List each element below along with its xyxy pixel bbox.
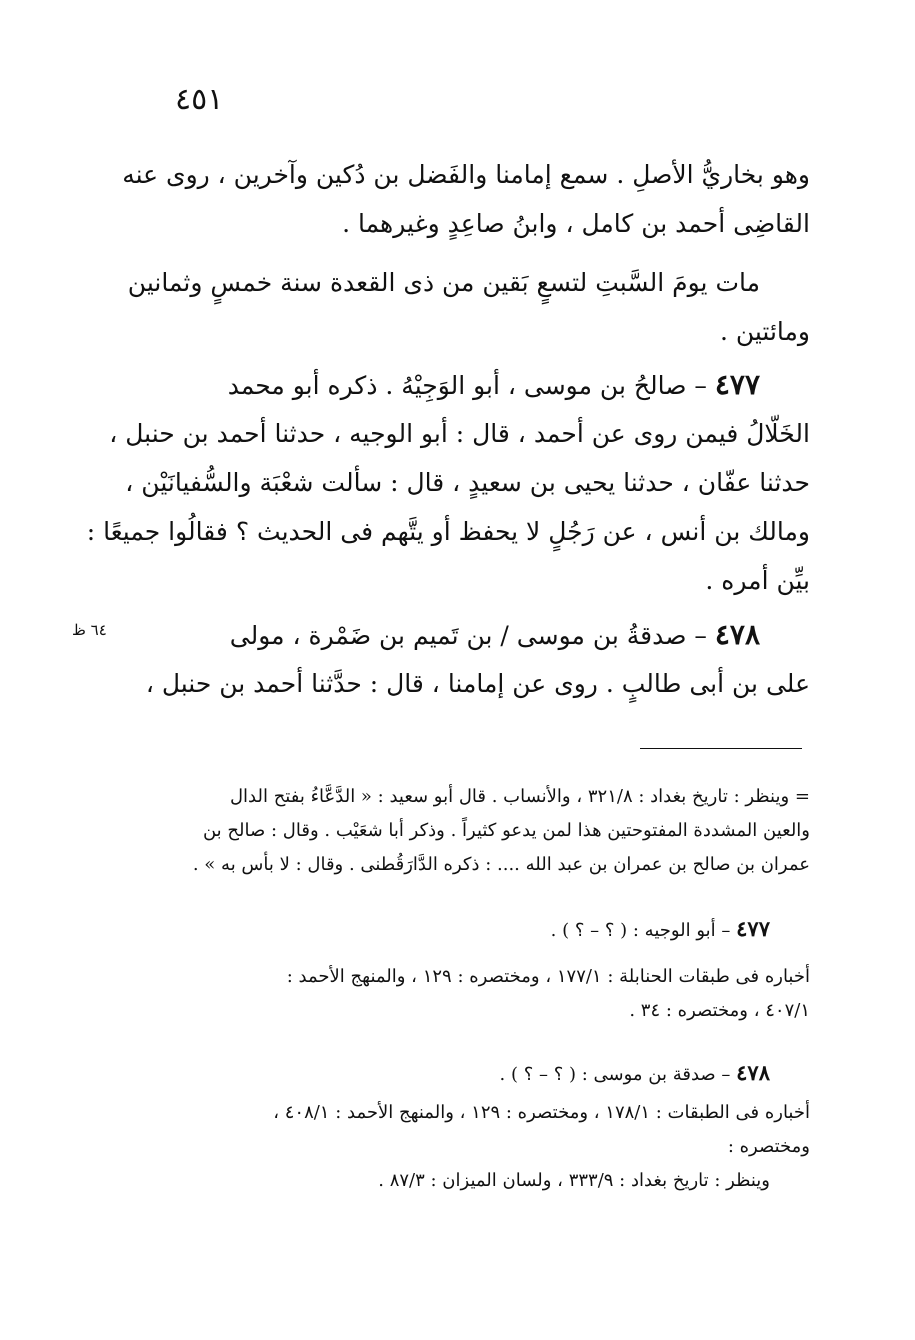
footnote-heading [138, 912, 810, 946]
footnote-478 [138, 1056, 810, 1198]
main-text [122, 150, 810, 248]
footnote-continued [138, 780, 810, 882]
footnote-line: وينظر : تاريخ بغداد : ٣٣٣/٩ ، ولسان الميزان : ٨٧/٣ . [378, 1170, 770, 1191]
footnote-heading [138, 1056, 810, 1090]
entry-number: ٤٧٧ [714, 368, 760, 401]
footnote-line: والعين المشددة المفتوحتين هذا لمن يدعو كثيراً . وذكر أبا شعَيْب . وقال : صالح بن [202, 820, 810, 841]
folio-margin-note: ٦٤ ظ [72, 621, 107, 639]
text-line: القاضِى أحمد بن كامل ، وابنُ صاعِدٍ وغيرهما . [342, 209, 810, 238]
entry-first-line [138, 360, 810, 409]
main-paragraph [127, 258, 810, 356]
text-line: مات يومَ السَّبتِ لتسعٍ بَقين من ذى القعدة سنة خمسٍ وثمانين [127, 268, 760, 297]
entry-number: ٤٧٨ [714, 618, 760, 651]
text-line: ومائتين . [719, 317, 810, 346]
footnote-line: ومختصره : [727, 1136, 810, 1157]
text-line: بيِّن أمره . [705, 566, 810, 595]
footnote-separator [640, 748, 802, 749]
footnote-line: = وينظر : تاريخ بغداد : ٣٢١/٨ ، والأنساب . قال أبو سعيد : « الدَّعَّاءُ بفتح الدال [229, 786, 810, 807]
text-line: حدثنا عفّان ، حدثنا يحيى بن سعيدٍ ، قال : سألت شعْبَة والسُّفيانَيْن ، [125, 468, 810, 497]
text-line: وهو بخاريُّ الأصلِ . سمع إمامنا والفَضل بن دُكين وآخرين ، روى عنه [122, 160, 810, 189]
entry-477 [86, 360, 810, 605]
entry-478 [138, 610, 810, 708]
footnote-line: أخباره فى الطبقات : ١٧٨/١ ، ومختصره : ١٢٩ ، والمنهج الأحمد : ٤٠٨/١ ، [273, 1102, 810, 1123]
footnote-heading-text: – أبو الوجيه : ( ؟ – ؟ ) . [550, 920, 731, 941]
text-line: الخَلّالُ فيمن روى عن أحمد ، قال : أبو الوجيه ، حدثنا أحمد بن حنبل ، [109, 419, 810, 448]
text-line: ومالك بن أنس ، عن رَجُلٍ لا يحفظ أو يتَّهم فى الحديث ؟ فقالُوا جميعًا : [86, 517, 810, 546]
page-number: ٤٥١ [175, 82, 224, 117]
footnote-number: ٤٧٨ [736, 1060, 770, 1085]
footnote-number: ٤٧٧ [736, 916, 770, 941]
footnote-line: عمران بن صالح بن عمران بن عبد الله .... : ذكره الدَّارَقُطنى . وقال : لا بأس به » . [192, 854, 810, 875]
footnote-line: ٤٠٧/١ ، ومختصره : ٣٤ . [629, 1000, 810, 1021]
footnote-line: أخباره فى طبقات الحنابلة : ١٧٧/١ ، ومختصره : ١٢٩ ، والمنهج الأحمد : [286, 966, 810, 987]
entry-heading-text: – صالحُ بن موسى ، أبو الوَجِيْهُ . ذكره أبو محمد [227, 371, 707, 400]
footnote-477 [138, 912, 810, 1028]
text-line: على بن أبى طالبٍ . روى عن إمامنا ، قال : حدَّثنا أحمد بن حنبل ، [145, 669, 810, 698]
entry-heading-text: – صدقةُ بن موسى / بن تَميم بن ضَمْرة ، مولى [229, 621, 707, 650]
entry-first-line [138, 610, 810, 659]
footnote-heading-text: – صدقة بن موسى : ( ؟ – ؟ ) . [499, 1064, 731, 1085]
